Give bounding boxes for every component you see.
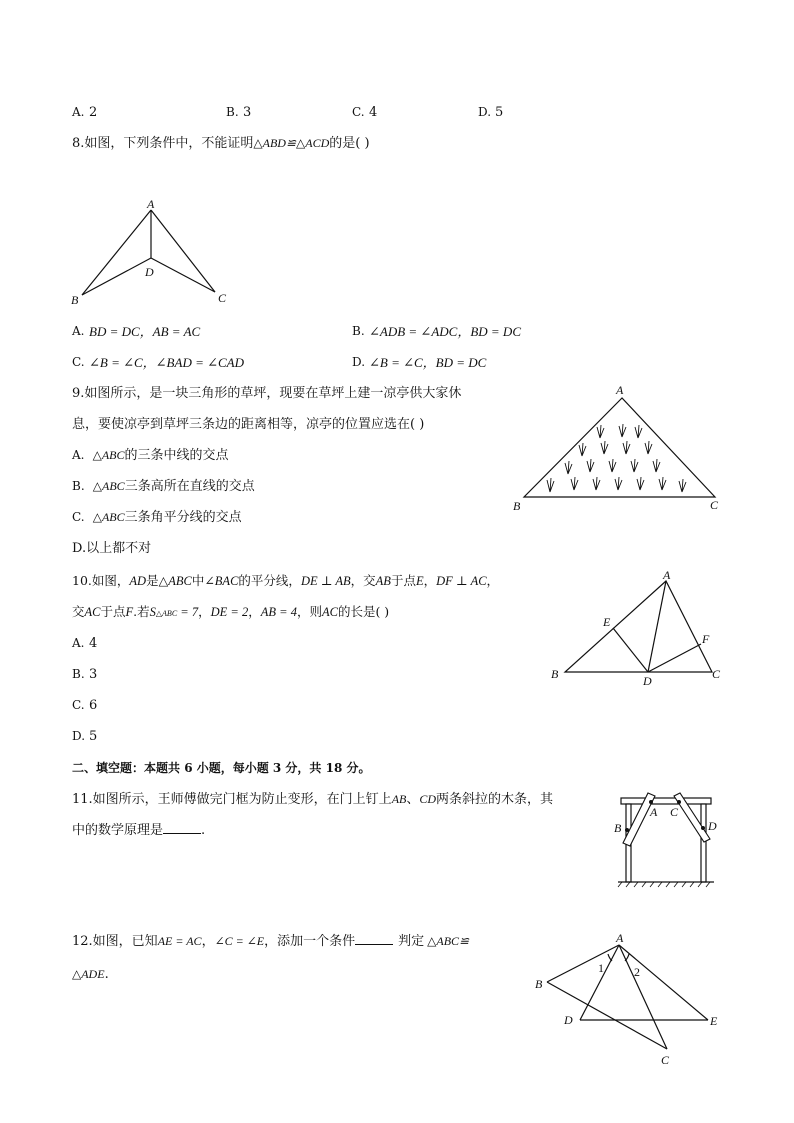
q10-label-b: B	[551, 667, 559, 681]
q10-l1-m5: AB	[375, 574, 391, 588]
q10-line2	[72, 603, 389, 623]
q11-answer-blank[interactable]	[163, 821, 201, 834]
q8-label-b: B	[71, 293, 79, 307]
q10-l2-d: ，	[198, 604, 211, 619]
q9-option-d-text: 以上都不对	[86, 541, 152, 556]
q12-angle-1-label: 1	[598, 961, 604, 975]
q10-l2-m2: F	[125, 605, 134, 619]
q12-l2-m1: △ADE	[72, 967, 105, 981]
q11-l1-m1: AB	[391, 792, 407, 806]
q10-l2-m4: = 7	[177, 605, 199, 619]
q10-l1-m7: DF ⊥ AC	[436, 574, 487, 588]
q10-label-e: E	[603, 615, 611, 629]
q9-line2: 息，要使凉亭到草坪三条边的距离相等，凉亭的位置应选在( )	[72, 417, 425, 432]
q10-l1-m4: DE ⊥ AB	[300, 574, 351, 588]
q10-label-d: D	[643, 674, 652, 688]
q10-l2-sub: △ABC	[155, 609, 178, 618]
q10-l1-h: ，	[486, 573, 500, 588]
q10-label-f: F	[702, 632, 710, 646]
q11-line2	[72, 821, 205, 840]
q10-l1-m2: △ABC	[158, 574, 192, 588]
q11-l1-c: 两条斜拉的木条，其	[436, 792, 554, 807]
q10-l1-c: 中	[191, 573, 205, 588]
q10-l2-m5: DE = 2	[210, 605, 249, 619]
q9-option-b	[72, 477, 255, 496]
q9-option-c-math: △ABC	[92, 510, 125, 524]
q12-label-e: E	[710, 1014, 718, 1028]
q10-l2-f: ，则	[296, 604, 322, 619]
q9-label-c: C	[710, 498, 719, 512]
q8-stem-prefix: 8.如图，下列条件中，不能证明	[72, 136, 254, 151]
grass-tufts	[547, 424, 686, 492]
q7-option-d-value: 5	[495, 105, 504, 120]
q10-l2-m7: AC	[321, 605, 338, 619]
q9-line1: 9.如图所示，是一块三角形的草坪，现要在草坪上建一凉亭供大家休	[72, 386, 462, 401]
q8-label-d: D	[145, 265, 154, 279]
q11-line1	[72, 790, 553, 809]
q9-option-c-letter: C.	[72, 510, 85, 524]
q7-option-c-value: 4	[369, 105, 378, 120]
q8-option-b-text: ∠ADB = ∠ADC，BD = DC	[369, 324, 521, 339]
q12-answer-blank[interactable]	[355, 932, 393, 945]
q10-l1-f: 于点	[390, 573, 416, 588]
q11-label-d: D	[708, 819, 717, 833]
q9-option-b-text: 三条高所在直线的交点	[124, 479, 255, 494]
q8-option-b-letter: B.	[352, 324, 365, 338]
q10-l2-e: ，	[248, 604, 261, 619]
q9-option-b-math: △ABC	[92, 479, 125, 493]
q9-figure	[510, 382, 725, 514]
q8-stem-suffix: 的是( )	[329, 136, 370, 151]
q9-option-a-text: 的三条中线的交点	[124, 448, 229, 463]
q12-l1-b: ，	[201, 934, 215, 949]
q7-option-a-value: 2	[89, 105, 98, 120]
q8-option-c-text: ∠B = ∠C，∠BAD = ∠CAD	[89, 355, 244, 370]
q10-l1-m6: E	[415, 574, 424, 588]
q11-l1-b: 、	[406, 792, 420, 807]
q11-label-c: C	[670, 805, 679, 819]
q10-option-a-value: 4	[89, 636, 98, 651]
q10-l1-m1: AD	[129, 574, 147, 588]
q12-l2-b: .	[104, 967, 109, 982]
section2-heading	[72, 759, 370, 777]
q9-option-c	[72, 508, 242, 527]
q12-label-a: A	[616, 931, 624, 945]
q10-option-d-letter: D.	[72, 729, 86, 743]
q10-l2-m6: AB = 4	[260, 605, 297, 619]
q7-option-b-letter: B.	[226, 105, 239, 119]
q9-label-b: B	[513, 499, 521, 513]
q10-figure	[548, 568, 728, 688]
q10-option-b-value: 3	[89, 667, 98, 682]
q8-option-a-text: BD = DC，AB = AC	[89, 324, 201, 339]
q10-l2-g: 的长是( )	[337, 604, 390, 619]
q7-option-b-value: 3	[243, 105, 252, 120]
q12-l1-m1: AE = AC	[157, 934, 202, 948]
q8-option-a-letter: A.	[72, 324, 85, 338]
q10-l2-c: .若	[133, 604, 150, 619]
q12-label-b: B	[535, 977, 543, 991]
q10-l1-e: ，交	[350, 573, 376, 588]
q7-option-a-letter: A.	[72, 105, 85, 119]
q11-l2-a: 中的数学原理是	[72, 823, 164, 838]
q10-option-b-letter: B.	[72, 667, 85, 681]
q8-stem-math: △ABD≌△ACD	[253, 136, 330, 150]
q11-l2-b: .	[201, 823, 206, 838]
q12-angle-2-label: 2	[634, 965, 640, 979]
q11-figure	[610, 788, 722, 888]
q8-label-a: A	[147, 197, 155, 211]
q10-l1-d: 的平分线，	[238, 573, 301, 588]
q12-label-d: D	[564, 1013, 573, 1027]
q9-option-a-letter: A.	[72, 448, 85, 462]
q8-label-c: C	[218, 291, 227, 305]
q10-l2-m3: S	[149, 605, 156, 619]
q10-option-d-value: 5	[89, 729, 98, 744]
q10-l2-m1: AC	[84, 605, 101, 619]
q12-line2	[72, 965, 109, 984]
q10-label-c: C	[712, 667, 721, 681]
q8-figure	[70, 195, 240, 310]
q8-option-d-text: ∠B = ∠C，BD = DC	[369, 355, 487, 370]
q10-option-c-value: 6	[89, 698, 98, 713]
q12-line1	[72, 932, 469, 951]
q12-label-c: C	[661, 1053, 670, 1067]
q8-option-d-letter: D.	[352, 355, 366, 369]
q9-option-a	[72, 446, 229, 465]
section2-title-a: 二、填空题：	[72, 761, 145, 775]
q8-option-c-letter: C.	[72, 355, 85, 369]
q10-l1-b: 是	[146, 573, 159, 588]
q10-l2-b: 于点	[100, 604, 126, 619]
q10-l1-g: ，	[423, 573, 437, 588]
q12-l1-m3: △ABC≌	[427, 934, 470, 948]
q12-l1-c: ，添加一个条件	[264, 934, 356, 949]
ground-hatching	[618, 882, 710, 887]
q9-option-d	[72, 540, 151, 558]
q11-l1-m2: CD	[419, 792, 437, 806]
q10-l1-m3: ∠BAC	[204, 574, 239, 588]
q8-stem	[72, 134, 370, 153]
q9-option-a-math: △ABC	[92, 448, 125, 462]
q12-l1-a: 12.如图，已知	[72, 934, 158, 949]
q9-option-d-letter: D.	[72, 541, 87, 556]
q7-option-d-letter: D.	[478, 105, 492, 119]
q9-option-b-letter: B.	[72, 479, 85, 493]
q12-l1-m2: ∠C = ∠E	[214, 934, 265, 948]
q10-l1-a: 10.如图，	[72, 573, 130, 588]
q9-option-c-text: 三条角平分线的交点	[124, 510, 242, 525]
q10-option-c-letter: C.	[72, 698, 85, 712]
q9-label-a: A	[616, 383, 624, 397]
q10-l2-a: 交	[72, 604, 85, 619]
q10-option-a-letter: A.	[72, 636, 85, 650]
q10-label-a: A	[663, 568, 671, 582]
q11-label-b: B	[614, 821, 622, 835]
q12-figure	[530, 930, 725, 1070]
q11-label-a: A	[650, 805, 658, 819]
q7-option-c-letter: C.	[352, 105, 365, 119]
q11-l1-a: 11.如图所示，王师傅做完门框为防止变形，在门上钉上	[72, 792, 392, 807]
section2-title-b: 本题共 6 小题，每小题 3 分，共 18 分。	[144, 761, 371, 775]
q10-line1	[72, 572, 499, 590]
q12-l1-d: 判定	[398, 934, 425, 949]
